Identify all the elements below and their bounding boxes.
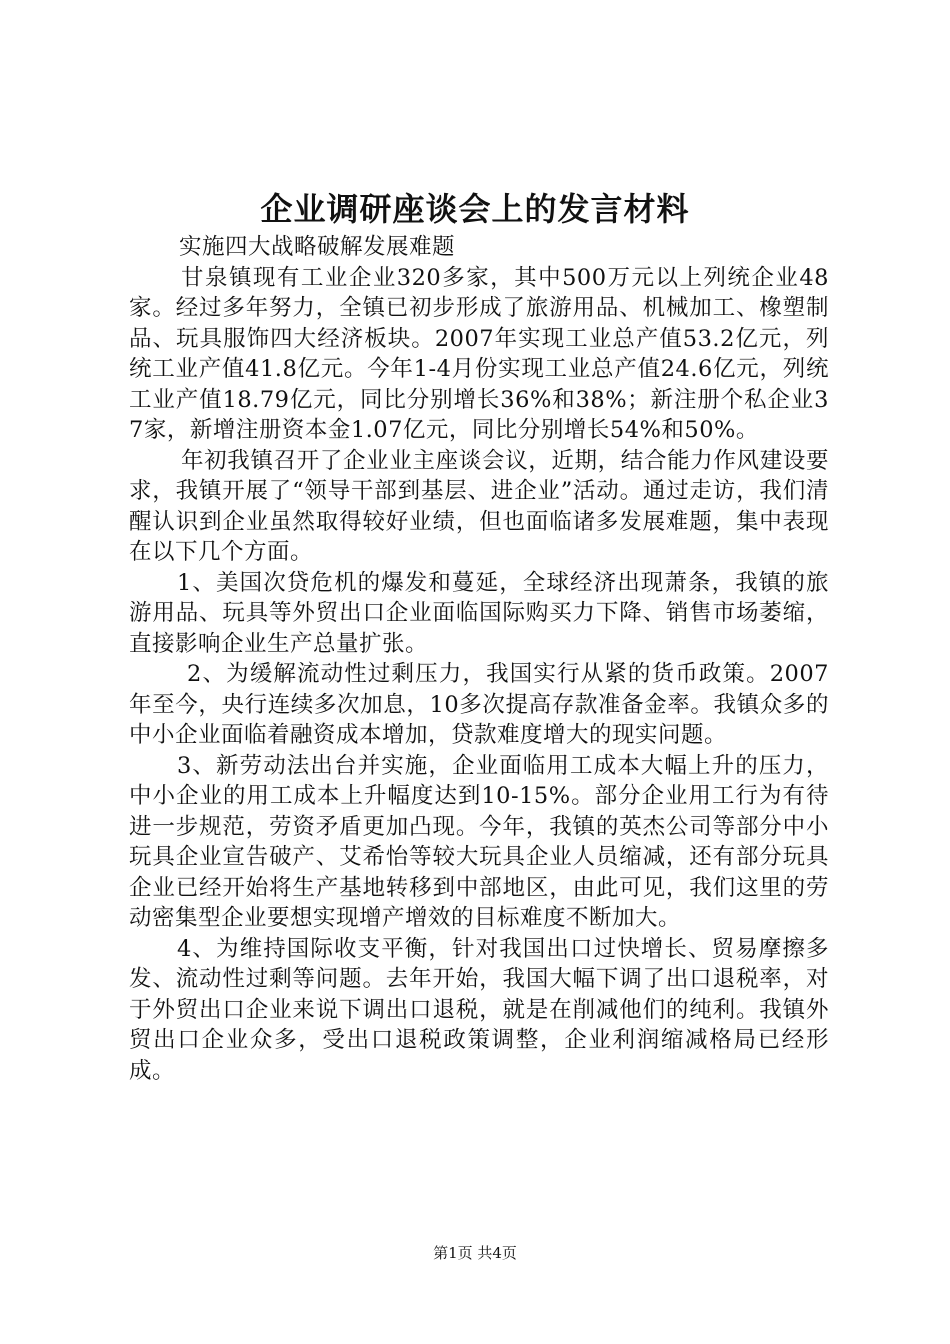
paragraph-point-1: 1、美国次贷危机的爆发和蔓延，全球经济出现萧条，我镇的旅游用品、玩具等外贸出口企业面临国际购买力下降、销售市场萎缩，直接影响企业生产总量扩张。: [129, 569, 829, 657]
document-body: [129, 232, 829, 1086]
document-subtitle: 实施四大战略破解发展难题: [179, 234, 456, 260]
paragraph-overview: 甘泉镇现有工业企业320多家，其中500万元以上列统企业48家。经过多年努力，全镇已初步形成了旅游用品、机械加工、橡塑制品、玩具服饰四大经济板块。2007年实现工业总产值53.2亿元，列统工业产值41.8亿元。今年1-4月份实现工业总产值24.6亿元，列统工业产值18.79亿元，同比分别增长36%和38%；新注册个私企业37家，新增注册资本金1.07亿元，同比分别增长54%和50%。: [129, 264, 829, 443]
paragraph-survey: 年初我镇召开了企业业主座谈会议，近期，结合能力作风建设要求，我镇开展了“领导干部到基层、进企业”活动。通过走访，我们清醒认识到企业虽然取得较好业绩，但也面临诸多发展难题，集中表现在以下几个方面。: [129, 447, 829, 565]
paragraph-point-3: 3、新劳动法出台并实施，企业面临用工成本大幅上升的压力，中小企业的用工成本上升幅度达到10-15%。部分企业用工行为有待进一步规范，劳资矛盾更加凸现。今年，我镇的英杰公司等部分中小玩具企业宣告破产、艾希怡等较大玩具企业人员缩减，还有部分玩具企业已经开始将生产基地转移到中部地区，由此可见，我们这里的劳动密集型企业要想实现增产增效的目标难度不断加大。: [129, 752, 829, 931]
document-title: 企业调研座谈会上的发言材料: [260, 190, 690, 228]
page-number-footer: 第1页 共4页: [433, 1244, 517, 1262]
paragraph-point-2: 2、为缓解流动性过剩压力，我国实行从紧的货币政策。2007年至今，央行连续多次加息，10多次提高存款准备金率。我镇众多的中小企业面临着融资成本增加，贷款难度增大的现实问题。: [129, 661, 829, 748]
paragraph-point-4: 4、为维持国际收支平衡，针对我国出口过快增长、贸易摩擦多发、流动性过剩等问题。去年开始，我国大幅下调了出口退税率，对于外贸出口企业来说下调出口退税，就是在削减他们的纯利。我镇外贸出口企业众多，受出口退税政策调整，企业利润缩减格局已经形成。: [129, 935, 829, 1084]
